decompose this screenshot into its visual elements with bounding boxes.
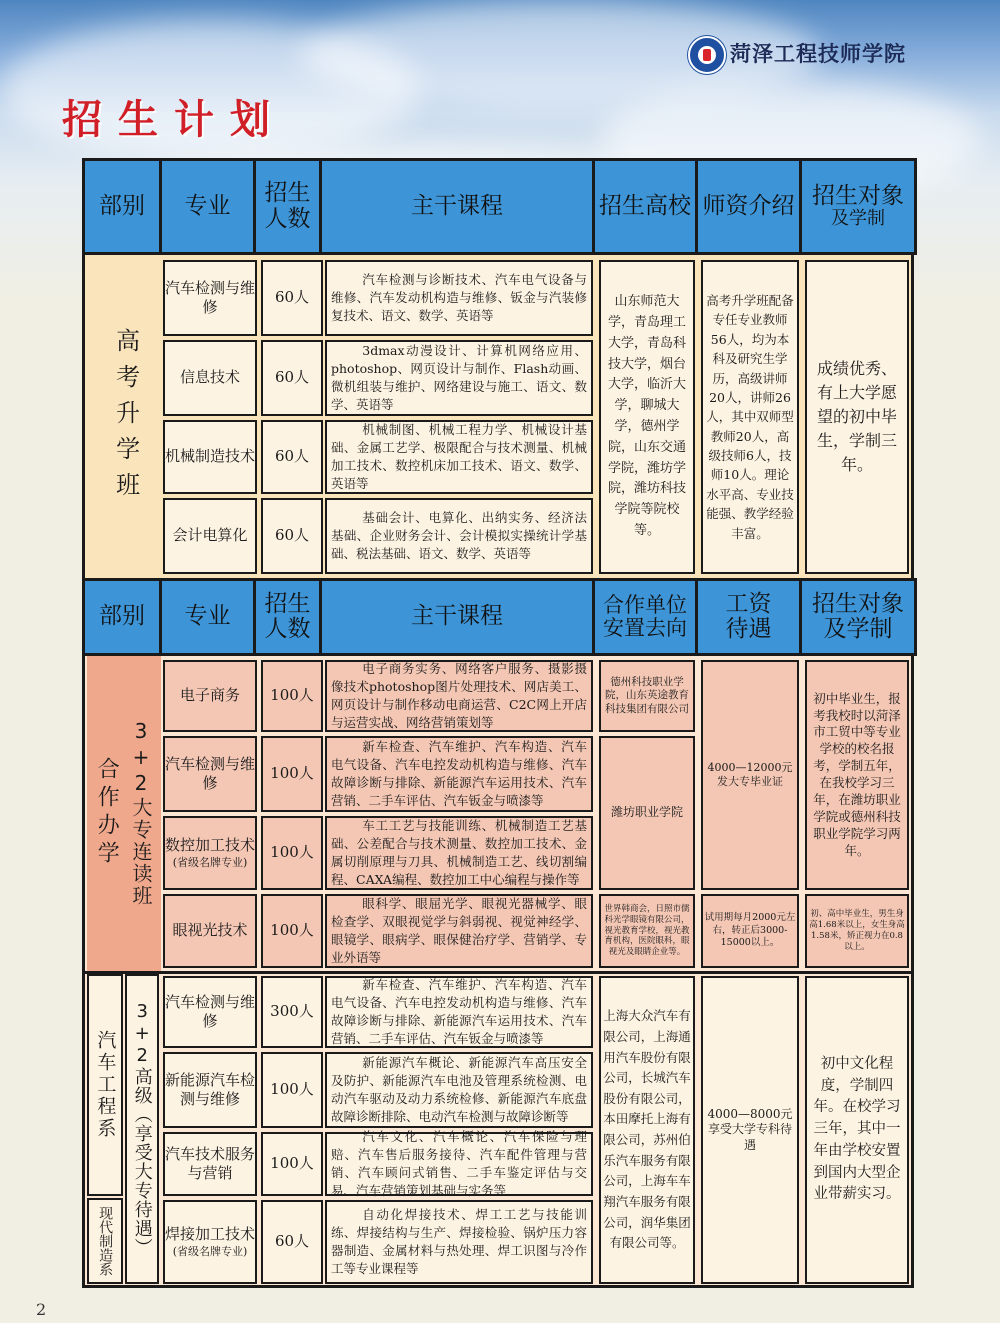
enrollment-target: 初中文化程度，学制四年。在校学习三年，其中一年由学校安置到国内大型企业带薪实习。 [813,1055,901,1203]
course-list: 新车检查、汽车维护、汽车构造、汽车电气设备、汽车电控发动机构造与维修、汽车故障诊断与排除、新能源汽车运用技术、汽车营销、二手车评估、汽车钣金与喷漆等 [331,976,587,1047]
major-name: 新能源汽车检测与维修 [164,1070,255,1108]
enrollment-count: 60人 [274,1232,310,1251]
partner-companies: 上海大众汽车有限公司，上海通用汽车股份有限公司，长城汽车股份有限公司，本田摩托上海有限公司，苏州伯乐汽车服务有限公司，上海车车翔汽车服务有限公司，润华集团有限公司等。 [603,1008,691,1251]
header-count: 招生人数 [253,158,322,255]
salary: 试用期每月2000元左右，转正后3000-15000以上。 [704,912,796,949]
major-cell [163,1200,257,1284]
enrollment-table [82,158,914,1288]
course-list: 自动化焊接技术、焊工工艺与技能训练、焊接结构与生产、焊接检验、锅炉压力容器制造、金属材料与热处理、焊工识图与冷作工等专业课程等 [331,1206,587,1277]
enrollment-count: 300人 [270,1002,314,1021]
major-name: 数控加工技术 [164,836,255,855]
enrollment-target: 初、高中毕业生，男生身高1.68米以上，女生身高1.58米，矫正视力在0.8以上。 [809,908,905,953]
header-faculty: 师资介绍 [695,158,802,255]
header-major: 专业 [159,158,256,255]
major-name: 汽车检测与维修 [164,754,255,792]
major-name: 焊接加工技术 [164,1225,255,1244]
enrollment-count: 60人 [274,288,310,307]
major-note: (省级名牌专业) [172,1244,248,1258]
division-automotive: 汽车工程系 [94,1030,117,1140]
division-program: 3+2大专连读班 [129,719,153,907]
major-name: 汽车检测与维修 [164,992,255,1030]
major-name: 会计电算化 [172,526,248,545]
course-list: 新能源汽车概论、新能源汽车高压安全及防护、新能源汽车电池及管理系统检测、电动汽车驱动及动力系统检修、新能源汽车底盘故障诊断排除、电动汽车检测与故障诊断等 [331,1054,587,1125]
course-list: 汽车检测与诊断技术、汽车电气设备与维修、汽车发动机构造与维修、钣金与汽装修复技术、语文、数学、英语等 [331,271,587,324]
partner-units: 德州科技职业学院，山东英途教育科技集团有限公司 [605,675,689,715]
salary: 4000—8000元享受大学专科待遇 [707,1106,793,1152]
page-title: 招生计划 [62,97,286,143]
salary: 4000—12000元发大专毕业证 [707,760,793,788]
course-list: 3dmax动漫设计、计算机网络应用、photoshop、网页设计与制作、Flash动画、微机组装与维护、网络建设与施工、语文、数学、英语等 [331,342,587,413]
program-type: 3+2高级（享受大专待遇） [131,1001,153,1257]
header-major: 专业 [159,578,256,656]
header-division: 部别 [82,158,162,255]
header-target: 招生对象 及学制 [799,158,917,255]
header-universities: 招生高校 [592,158,698,255]
enrollment-count: 60人 [274,368,310,387]
header-partners: 合作单位安置去向 [592,578,698,656]
enrollment-count: 100人 [270,686,314,705]
enrollment-count: 60人 [274,447,310,466]
major-cell [163,816,257,890]
division-gaokao: 高考升学班 [111,328,140,508]
school-name: 菏泽工程技师学院 [730,41,906,66]
header-salary: 工资待遇 [695,578,802,656]
header-count: 招生人数 [253,578,322,656]
major-name: 机械制造技术 [164,447,255,466]
partner-universities: 山东师范大学，青岛理工大学，青岛科技大学，烟台大学，临沂大学，聊城大学，德州学院，山东交通学院，潍坊学院，潍坊科技学院等院校等。 [607,294,686,538]
faculty-intro: 高考升学班配备专任专业教师56人，均为本科及研究生学历，高级讲师20人，讲师26人，其中双师型教师20人，高级技师6人，技师10人。理论水平高、专业技能强、教学经验丰富。 [706,293,794,541]
header-courses: 主干课程 [319,578,595,656]
course-list: 汽车文化、汽车概论、汽车保险与理赔、汽车售后服务接待、汽车配件管理与营销、汽车顾问式销售、二手车鉴定评估与交易、汽车营销策划基础与实务等 [331,1128,587,1199]
course-list: 眼科学、眼屈光学、眼视光器械学、眼检查学、双眼视觉学与斜弱视、视觉神经学、眼镜学、眼病学、眼保健治疗学、营销学、专业外语等 [331,895,587,966]
header-division: 部别 [82,578,162,656]
enrollment-count: 100人 [270,921,314,940]
major-note: (省级名牌专业) [172,855,248,869]
major-name: 汽车检测与维修 [164,278,255,316]
course-list: 机械制图、机械工程力学、机械设计基础、金属工艺学、极限配合与技术测量、机械加工技术、数控机床加工技术、语文、数学、英语等 [331,421,587,492]
major-name: 汽车技术服务与营销 [164,1144,255,1182]
major-name: 信息技术 [179,368,240,387]
partner-units: 潍坊职业学院 [610,805,683,820]
enrollment-count: 100人 [270,1080,314,1099]
course-list: 新车检查、汽车维护、汽车构造、汽车电气设备、汽车电控发动机构造与维修、汽车故障诊断与排除、新能源汽车运用技术、汽车营销、二手车评估、汽车钣金与喷漆等 [331,738,587,809]
course-list: 车工工艺与技能训练、机械制造工艺基础、公差配合与技术测量、数控加工技术、金属切削原理与刀具、机械制造工艺、线切割编程、CAXA编程、数控加工中心编程与操作等 [331,817,587,888]
partner-units: 世界韩商会，日照市儒科光学眼镜有限公司，视光教育学校，视光教育机构，医院眼科，眼视光及眼睛企业等。 [604,904,690,957]
page-number: 2 [36,1300,47,1319]
header-target: 招生对象及学制 [799,578,917,656]
major-name: 电子商务 [179,686,240,705]
division-manufacturing: 现代制造系 [97,1206,114,1276]
enrollment-target: 成绩优秀、有上大学愿望的初中毕生，学制三年。 [816,359,897,474]
course-list: 电子商务实务、网络客户服务、摄影摄像技术photoshop图片处理技术、网店美工、网页设计与制作移动电商运营、C2C网上开店与运营实战、网络营销策划等 [331,660,587,731]
enrollment-count: 100人 [270,843,314,862]
enrollment-count: 100人 [270,1154,314,1173]
course-list: 基础会计、电算化、出纳实务、经济法基础、企业财务会计、会计模拟实操统计学基础、税法基础、语文、数学、英语等 [331,509,587,562]
major-name: 眼视光技术 [172,921,248,940]
school-logo [688,36,726,74]
enrollment-count: 60人 [274,526,310,545]
enrollment-count: 100人 [270,764,314,783]
enrollment-target: 初中毕业生，报考我校时以菏泽市工贸中等专业学校的校名报考，学制五年，在我校学习三年，在潍坊职业学院或德州科技职业学院学习两年。 [813,690,901,858]
division-cooperation: 合作办学 [94,757,120,869]
header-courses: 主干课程 [319,158,595,255]
